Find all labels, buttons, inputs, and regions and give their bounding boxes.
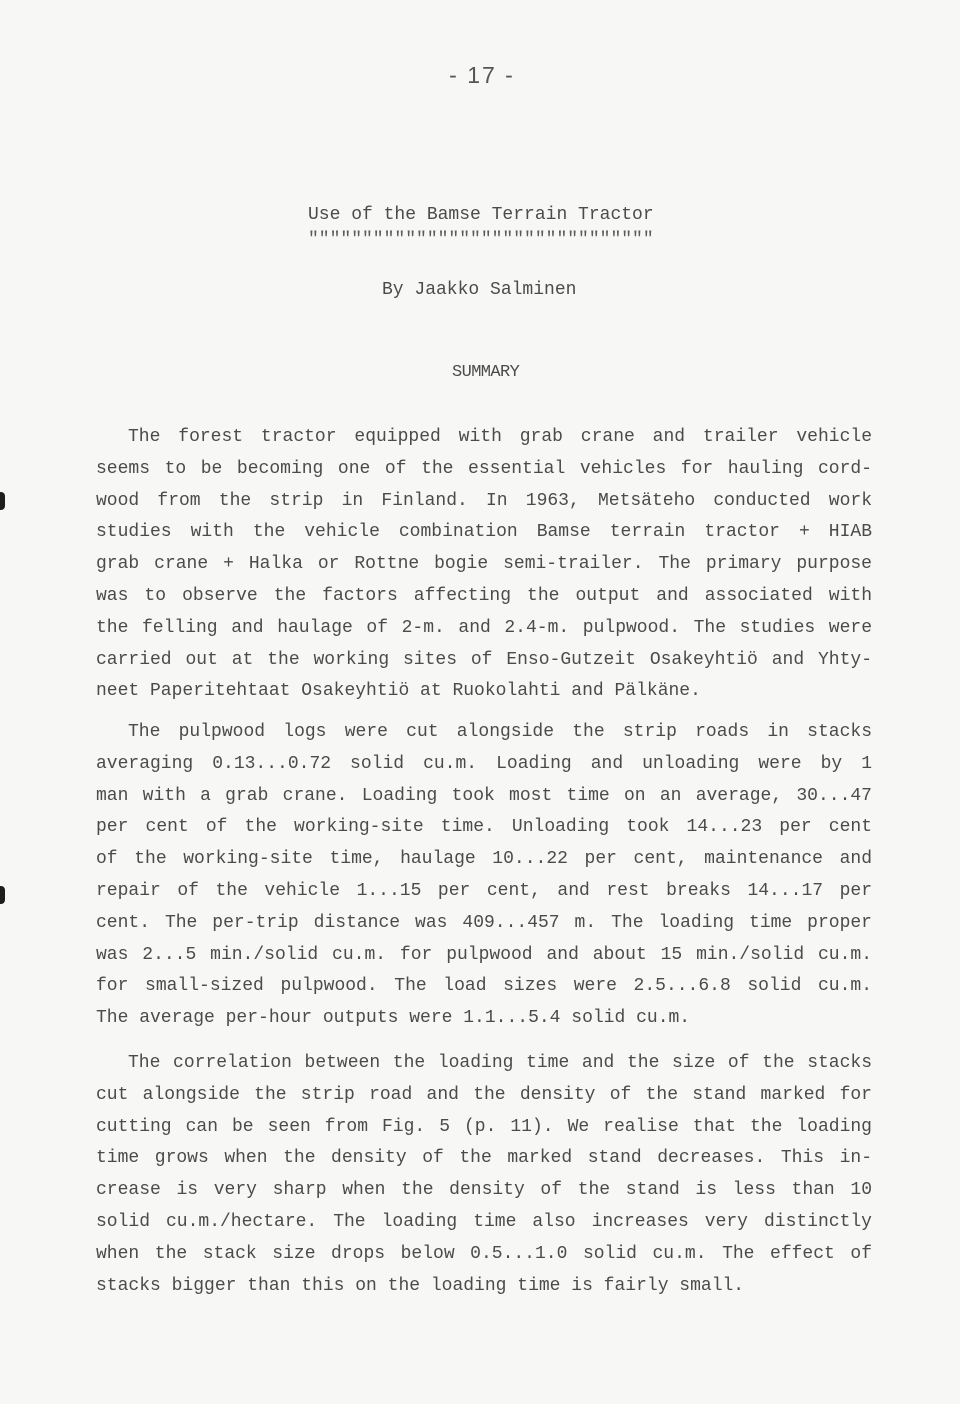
paragraph-line: The forest tractor equipped with grab crane and trailer vehicle [128, 427, 872, 447]
paragraph-line: man with a grab crane. Loading took most time on an average, 30...47 [96, 785, 872, 806]
paragraph-line: neet Paperitehtaat Osakeyhtiö at Ruokolahti and Pälkäne. [96, 681, 701, 702]
author-byline: By Jaakko Salminen [382, 280, 577, 300]
summary-paragraph-1 [96, 422, 872, 708]
paragraph-line: cut alongside the strip road and the density of the stand marked for [96, 1084, 872, 1105]
paragraph-line: of the working-site time, haulage 10...22 per cent, maintenance and [96, 849, 872, 870]
margin-punch-mark [0, 492, 5, 510]
paragraph-line: wood from the strip in Finland. In 1963, Metsäteho conducted work [96, 490, 872, 511]
paragraph-line: seems to be becoming one of the essential vehicles for hauling cord- [96, 458, 872, 479]
paragraph-line: repair of the vehicle 1...15 per cent, and rest breaks 14...17 per [96, 880, 872, 901]
paragraph-line: when the stack size drops below 0.5...1.0 solid cu.m. The effect of [96, 1243, 872, 1264]
paragraph-line: studies with the vehicle combination Bamse terrain tractor + HIAB [96, 522, 872, 543]
paragraph-line: time grows when the density of the marked stand decreases. This in- [96, 1148, 872, 1169]
paragraph-line: solid cu.m./hectare. The loading time also increases very distinctly [96, 1211, 872, 1232]
paragraph-line: the felling and haulage of 2-m. and 2.4-m. pulpwood. The studies were [96, 617, 872, 638]
section-heading: SUMMARY [452, 363, 520, 382]
summary-paragraph-3 [96, 1048, 872, 1302]
paragraph-line: The average per-hour outputs were 1.1...5.4 solid cu.m. [96, 1008, 691, 1029]
paragraph-line: was to observe the factors affecting the output and associated with [96, 585, 872, 606]
summary-paragraph-2 [96, 717, 872, 1035]
paragraph-line: The pulpwood logs were cut alongside the strip roads in stacks [128, 722, 872, 742]
page-number: - 17 - [449, 62, 515, 88]
paragraph-line: carried out at the working sites of Enso-Gutzeit Osakeyhtiö and Yhty- [96, 649, 872, 670]
paragraph-line: stacks bigger than this on the loading time is fairly small. [96, 1275, 745, 1296]
paragraph-line: for small-sized pulpwood. The load sizes were 2.5...6.8 solid cu.m. [96, 976, 872, 997]
paragraph-line: per cent of the working-site time. Unloading took 14...23 per cent [96, 817, 872, 838]
margin-punch-mark [0, 886, 5, 904]
paragraph-line: grab crane + Halka or Rottne bogie semi-trailer. The primary purpose [96, 554, 872, 575]
document-title: Use of the Bamse Terrain Tractor [308, 205, 654, 225]
paragraph-line: cutting can be seen from Fig. 5 (p. 11). We realise that the loading [96, 1116, 872, 1137]
paragraph-line: The correlation between the loading time and the size of the stacks [128, 1053, 872, 1073]
paragraph-line: cent. The per-trip distance was 409...457 m. The loading time proper [96, 912, 872, 933]
paragraph-line: crease is very sharp when the density of the stand is less than 10 [96, 1180, 872, 1201]
paragraph-line: averaging 0.13...0.72 solid cu.m. Loading and unloading were by 1 [96, 753, 872, 774]
title-underline: """""""""""""""""""""""""""""""" [308, 230, 654, 250]
paragraph-line: was 2...5 min./solid cu.m. for pulpwood and about 15 min./solid cu.m. [96, 944, 872, 965]
